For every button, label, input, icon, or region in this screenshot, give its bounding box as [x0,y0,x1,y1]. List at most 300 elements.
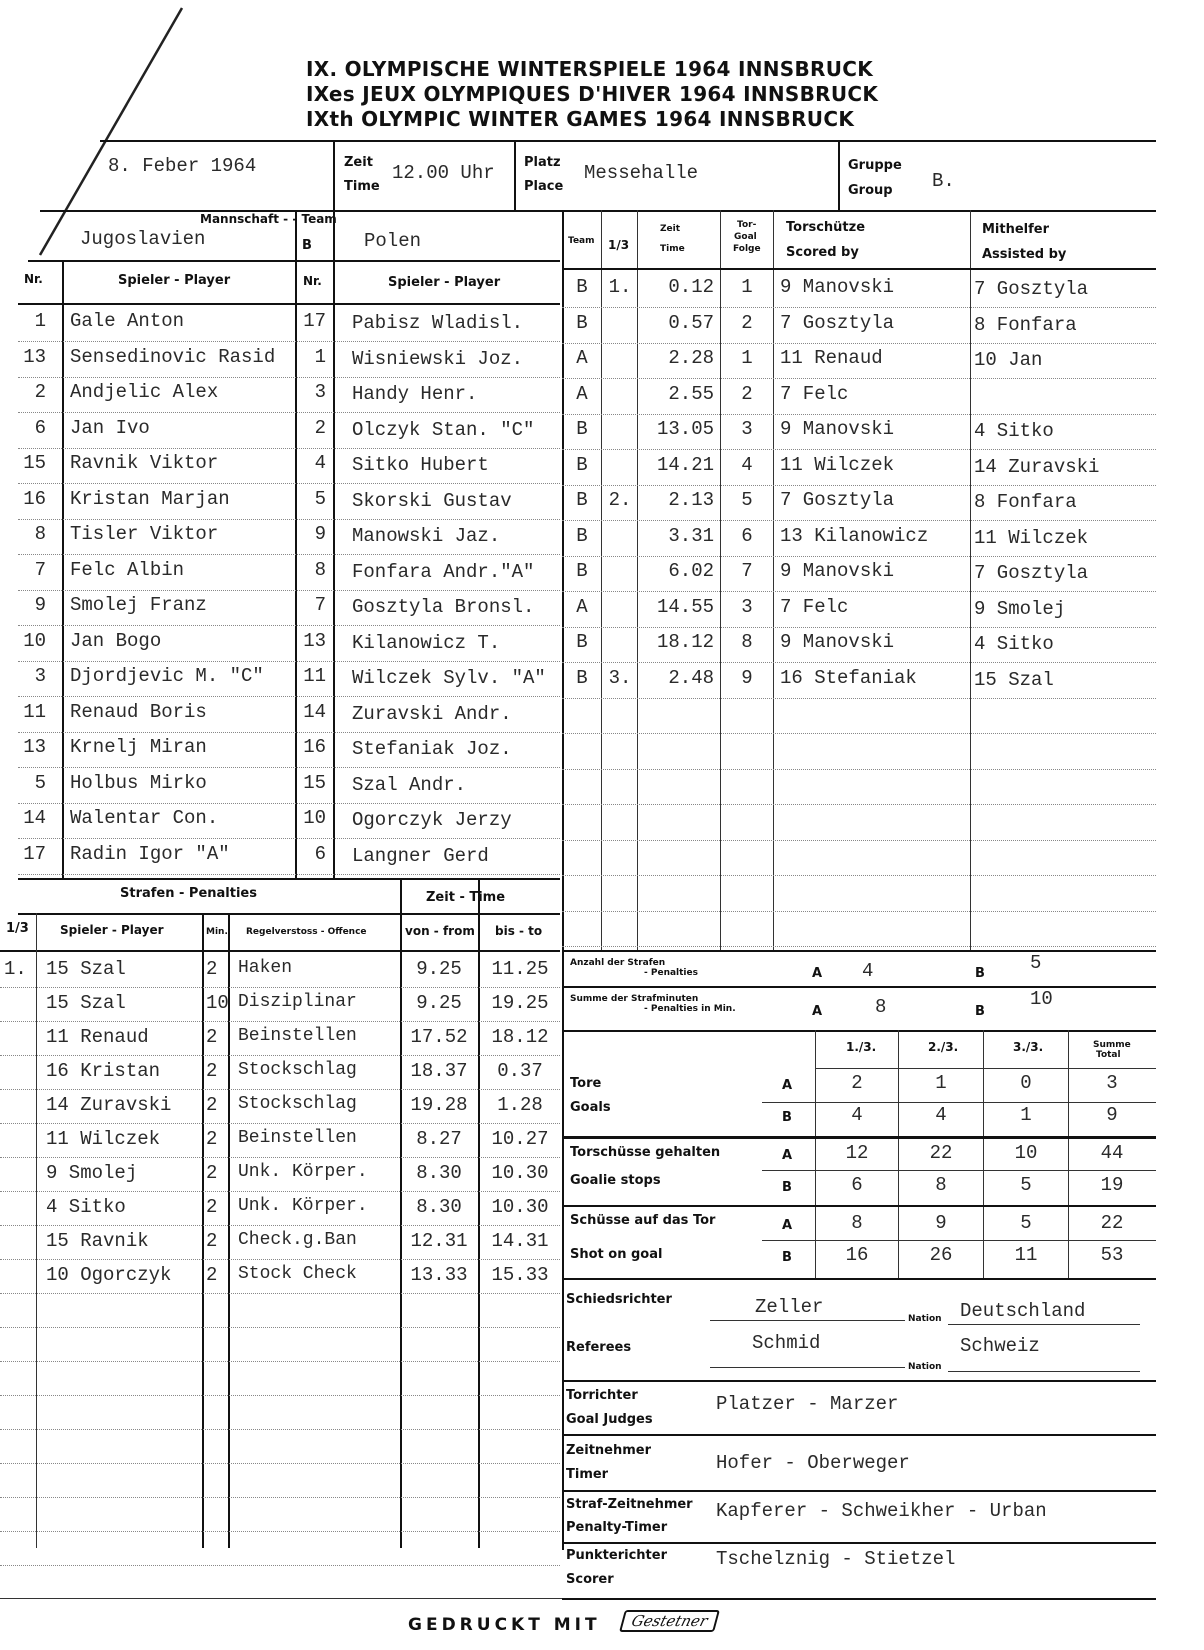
player-a-name: Tisler Viktor [70,523,219,545]
stats-team-letter: B [782,1180,792,1195]
stats-period-3: 10 [1014,1142,1038,1164]
corner-stroke [0,0,200,260]
period3-header: 3./3. [1013,1040,1044,1054]
player-a-name: Felc Albin [70,558,185,581]
scorer-value: Tschelznig - Stietzel [716,1548,956,1570]
player-a-name: Radin Igor "A" [70,842,230,865]
penalty-offence: Beinstellen [238,1026,357,1046]
player-b-name: Sitko Hubert [352,454,489,476]
table-row-rule [0,1157,560,1158]
penalty-from: 17.52 [410,1026,468,1048]
goal-scorer: 16 Stefaniak [780,666,917,689]
player-b-number: 9 [314,523,326,545]
goals-period-header: 1/3 [608,238,630,252]
goals-folge-header: Folge [733,244,761,254]
rule [562,1542,1156,1544]
nation-label-2: Nation [908,1362,942,1372]
player-b-name: Fonfara Andr."A" [352,560,535,583]
player-a-number: 1 [34,310,46,332]
divider [202,913,204,1548]
player-a-number: 13 [23,736,46,758]
goal-team: B [576,311,588,334]
scorer-label: Scorer [566,1572,614,1587]
zeit-label: Zeit [344,155,373,170]
goal-assist: 8 Fonfara [974,313,1077,336]
penalty-from: 9.25 [416,992,462,1014]
goal-sequence: 1 [741,276,753,298]
stats-total: 53 [1100,1244,1124,1266]
penalty-to-header: bis - to [495,924,543,938]
stats-period-2: 8 [935,1174,947,1196]
table-row-rule [0,987,560,988]
count-b-value: 5 [1030,952,1042,974]
player-b-number: 10 [303,807,326,829]
goal-assist: 9 Smolej [974,597,1066,620]
table-row-rule [0,1497,560,1498]
strafzeit-label: Straf-Zeitnehmer [566,1497,693,1512]
referees-label: Referees [566,1340,632,1355]
time-label: Time [344,179,380,194]
penalty-minutes: 10 [206,992,229,1014]
table-row-rule [562,698,1156,699]
penalty-minutes: 2 [206,1196,218,1218]
penalty-to: 0.37 [497,1060,543,1082]
table-row-rule [0,1565,560,1566]
penalty-from: 8.27 [416,1128,462,1150]
table-row-rule [0,1055,560,1056]
stats-total: 9 [1106,1104,1118,1126]
stats-total: 44 [1100,1142,1124,1164]
penalty-offence: Disziplinar [238,992,357,1012]
scorer-en-header: Scored by [786,245,859,260]
torschuesse-label: Torschüsse gehalten [570,1145,721,1160]
goal-sequence: 8 [741,631,753,653]
stats-period-1: 12 [845,1142,869,1164]
player-b-name: Stefaniak Joz. [352,738,512,760]
period2-header: 2./3. [928,1040,959,1054]
gruppe-label: Gruppe [848,158,902,173]
table-row-rule [0,1191,560,1192]
stats-period-1: 8 [851,1212,863,1234]
player-b-name: Szal Andr. [352,773,467,796]
period1-header: 1./3. [846,1040,877,1054]
goal-assist: 10 Jan [974,349,1043,371]
penalty-offence: Stockschlag [238,1094,357,1114]
goal-time: 14.21 [656,453,714,476]
table-row-rule [562,946,1156,947]
player-b-name: Gosztyla Bronsl. [352,596,535,618]
rule [562,1205,1156,1207]
goal-sequence: 2 [741,311,753,334]
goal-time: 0.57 [668,311,714,334]
penalties-label: - Penalties [644,968,698,978]
assist-de-header: Mithelfer [982,222,1050,237]
penalty-minutes: 2 [206,958,218,980]
table-row-rule [18,625,560,626]
player-a-name: Krnelj Miran [70,736,207,758]
goal-time: 14.55 [656,595,714,618]
referee-2: Schmid [752,1332,821,1354]
mannschaft-label: Mannschaft - - Team [200,212,337,226]
assist-en-header: Assisted by [982,247,1067,262]
place-value: Messehalle [584,162,699,184]
anzahl-label: Anzahl der Strafen [570,958,666,968]
penalty-to: 15.33 [491,1264,549,1286]
goal-time: 0.12 [668,276,714,298]
table-row-rule [18,590,560,591]
player-b-name: Langner Gerd [352,844,489,867]
stats-period-2: 22 [929,1142,953,1164]
stats-team-letter: B [782,1110,792,1125]
table-row-rule [0,1395,560,1396]
player-a-number: 5 [34,771,46,794]
divider [333,210,335,880]
table-row-rule [562,343,1156,344]
penalties-min-label: - Penalties in Min. [644,1004,736,1014]
goal-sequence: 4 [741,453,753,476]
rule [562,986,1156,988]
divider [62,260,64,880]
stats-period-1: 2 [851,1072,863,1094]
player-a-name: Andjelic Alex [70,381,219,403]
table-row-rule [0,1361,560,1362]
platz-label: Platz [524,155,561,170]
rule [562,1278,1156,1280]
player-b-number: 5 [314,487,326,510]
goal-judges-label: Goal Judges [566,1412,653,1427]
table-row-rule [18,554,560,555]
penalty-player: 16 Kristan [46,1060,161,1082]
table-row-rule [18,767,560,768]
gestetner-logo: Gestetner [619,1610,720,1632]
goal-sequence: 6 [741,524,753,547]
stats-period-3: 0 [1020,1072,1032,1094]
goal-period: 3. [608,666,632,689]
stats-team-letter: A [782,1218,793,1233]
penalty-minutes: 2 [206,1264,218,1286]
goal-scorer: 7 Felc [780,595,849,618]
table-row-rule [0,1021,560,1022]
table-row-rule [562,733,1156,734]
footer-text: GEDRUCKT MIT [408,1615,601,1635]
table-row-rule [18,732,560,733]
player-a-name: Sensedinovic Rasid [70,345,276,368]
goal-sequence: 5 [741,489,753,511]
player-a-number: 16 [23,487,46,510]
penalty-to: 11.25 [491,958,549,980]
nation-2: Schweiz [960,1335,1040,1357]
rule [948,1371,1140,1372]
goal-team: B [576,453,588,476]
goal-team: A [576,347,588,369]
table-row-rule [562,804,1156,805]
player-a-number: 14 [23,807,46,829]
player-b-name: Kilanowicz T. [352,631,501,654]
player-b-name: Olczyk Stan. "C" [352,418,535,441]
schuesse-label: Schüsse auf das Tor [570,1213,716,1228]
penalty-player: 11 Renaud [46,1026,149,1048]
player-a-number: 11 [23,700,46,723]
table-row-rule [18,661,560,662]
goal-sequence: 3 [741,595,753,618]
goal-scorer: 13 Kilanowicz [780,524,929,547]
rule [18,303,560,305]
table-row-rule [18,377,560,378]
penalty-period-header: 1/3 [6,921,29,936]
goal-scorer: 9 Manovski [780,560,895,582]
goal-sequence: 7 [741,560,753,582]
player-a-name: Gale Anton [70,310,185,332]
goal-sequence: 3 [741,418,753,440]
player-b-number: 3 [314,381,326,403]
goalie-stops-label: Goalie stops [570,1173,661,1188]
penalties-time-title: Zeit - Time [426,890,506,905]
rule [710,1320,905,1321]
divider [36,913,37,1548]
rule [710,1367,905,1368]
goal-judges-value: Platzer - Marzer [716,1393,899,1415]
table-row-rule [0,1463,560,1464]
player-a-name: Djordjevic M. "C" [70,665,264,687]
player-b-name: Skorski Gustav [352,489,512,512]
table-row-rule [18,448,560,449]
table-row-rule [18,838,560,839]
penalty-offence: Haken [238,958,293,978]
player-b-name: Zuravski Andr. [352,702,512,725]
stats-period-2: 9 [935,1212,947,1234]
goals-team-header: Team [568,236,595,246]
stats-total: 22 [1100,1212,1124,1234]
minutes-b-value: 10 [1030,988,1053,1010]
stats-period-2: 26 [929,1244,953,1266]
rule [762,1240,1156,1241]
player-b-number: 16 [303,736,326,758]
stats-period-2: 1 [935,1072,947,1094]
goal-assist: 4 Sitko [974,633,1054,655]
team-b-name: Polen [364,230,422,252]
stats-period-1: 4 [851,1104,863,1126]
table-row-rule [0,1531,560,1532]
player-b-number: 2 [314,416,326,439]
penalty-from: 18.37 [410,1060,468,1082]
table-row-rule [0,1327,560,1328]
stats-period-3: 5 [1020,1212,1032,1234]
player-a-name: Smolej Franz [70,594,207,616]
place-label: Place [524,179,564,194]
penalty-offence: Stock Check [238,1264,357,1284]
table-row-rule [18,341,560,342]
goal-team: B [576,276,588,298]
goal-assist: 11 Wilczek [974,526,1089,549]
divider [400,878,402,1548]
player-a-header: Spieler - Player [118,273,231,288]
penalty-to: 10.30 [491,1162,549,1184]
rule [762,1102,1156,1103]
scorer-de-header: Torschütze [786,220,866,235]
rule [762,1170,1156,1171]
penalty-min-header: Min. [206,927,228,937]
player-b-number: 7 [314,594,326,616]
rule [28,260,560,262]
table-row-rule [562,378,1156,379]
table-row-rule [562,449,1156,450]
penalty-to: 19.25 [491,992,549,1014]
rule [815,1068,1156,1069]
penalty-player-header: Spieler - Player [60,923,164,937]
penalty-minutes: 2 [206,1060,218,1082]
player-b-name: Wisniewski Joz. [352,347,524,370]
goal-team: B [576,418,588,440]
stats-team-letter: B [782,1250,792,1265]
player-b-number: 6 [314,842,326,865]
header-line-1: IX. OLYMPISCHE WINTERSPIELE 1964 INNSBRUCK [306,57,874,81]
player-b-name: Manowski Jaz. [352,525,501,547]
penalty-from: 13.33 [410,1264,468,1286]
goal-time: 2.13 [668,489,714,511]
table-row-rule [562,627,1156,628]
goal-scorer: 7 Felc [780,382,849,405]
player-b-number: 17 [303,310,326,332]
stats-team-letter: A [782,1148,793,1163]
table-row-rule [562,840,1156,841]
group-value: B. [932,170,955,192]
header-line-2: IXes JEUX OLYMPIQUES D'HIVER 1964 INNSBRUCK [306,82,879,106]
penalty-from: 8.30 [416,1196,462,1218]
table-row-rule [18,483,560,484]
date-value: 8. Feber 1964 [108,155,257,177]
goal-time: 2.28 [668,347,714,369]
penalty-player: 15 Szal [46,958,126,980]
player-a-number: 8 [34,523,46,545]
rule [562,1434,1156,1436]
penalty-player: 14 Zuravski [46,1094,172,1116]
player-a-number: 3 [34,665,46,687]
table-row-rule [562,556,1156,557]
goal-sequence: 2 [741,382,753,405]
count-a-value: 4 [862,960,874,982]
stats-period-2: 4 [935,1104,947,1126]
player-a-name: Kristan Marjan [70,487,230,510]
goal-team: B [576,489,588,511]
table-row-rule [0,1293,560,1294]
penalty-to: 14.31 [491,1230,549,1252]
header-line-3: IXth OLYMPIC WINTER GAMES 1964 INNSBRUCK [306,107,855,131]
player-a-number: 13 [23,345,46,368]
total-en-header: Total [1096,1050,1121,1060]
stats-period-3: 1 [1020,1104,1032,1126]
divider [562,210,564,1550]
player-a-number: 7 [34,558,46,581]
stats-period-3: 5 [1020,1174,1032,1196]
penalty-minutes: 2 [206,1026,218,1048]
count-a-letter: A [812,966,823,981]
minutes-a-value: 8 [875,996,887,1018]
summe-label: Summe der Strafminuten [570,994,699,1004]
goal-team: A [576,595,588,618]
player-a-name: Walentar Con. [70,807,219,829]
player-a-number: 2 [34,381,46,403]
table-row-rule [18,696,560,697]
nr-a-header: Nr. [24,272,43,286]
tore-label: Tore [570,1076,602,1091]
timer-value: Hofer - Oberweger [716,1452,910,1474]
rule [948,1324,1140,1325]
stats-total: 3 [1106,1072,1118,1094]
goal-scorer: 11 Renaud [780,347,883,369]
player-b-number: 15 [303,771,326,794]
penalty-to: 10.27 [491,1128,549,1150]
rule [100,140,1156,142]
player-b-number: 4 [314,452,326,474]
player-a-name: Jan Ivo [70,416,150,439]
nation-label-1: Nation [908,1314,942,1324]
table-row-rule [562,485,1156,486]
table-row-rule [18,874,560,875]
goal-time: 2.48 [668,666,714,689]
goal-time: 2.55 [668,382,714,405]
goal-time: 18.12 [656,631,714,653]
penalty-player: 9 Smolej [46,1162,138,1184]
table-row-rule [562,911,1156,912]
table-row-rule [562,769,1156,770]
player-b-number: 8 [314,558,326,581]
player-b-name: Pabisz Wladisl. [352,312,524,334]
goals-label: Goals [570,1100,611,1115]
schiedsrichter-label: Schiedsrichter [566,1292,672,1307]
player-b-name: Ogorczyk Jerzy [352,809,512,831]
goals-zeit-header: Zeit [660,224,681,234]
referee-1: Zeller [755,1296,824,1318]
penalty-player: 11 Wilczek [46,1128,161,1150]
player-b-number: 13 [303,629,326,652]
penalty-minutes: 2 [206,1230,218,1252]
penalty-from-header: von - from [405,924,475,938]
team-b-letter: B [302,238,312,253]
goal-assist: 7 Gosztyla [974,278,1089,300]
table-row-rule [562,307,1156,308]
player-b-number: 14 [303,700,326,723]
table-row-rule [562,414,1156,415]
table-row-rule [562,875,1156,876]
rule [562,1030,1156,1032]
player-a-number: 6 [34,416,46,439]
player-a-number: 9 [34,594,46,616]
stats-period-1: 6 [851,1174,863,1196]
table-row-rule [0,1225,560,1226]
goal-scorer: 7 Gosztyla [780,489,895,511]
rule [562,268,1156,270]
divider [838,140,840,210]
player-b-name: Wilczek Sylv. "A" [352,667,546,689]
goal-team: A [576,382,588,405]
goal-team: B [576,666,588,689]
zeitnehmer-label: Zeitnehmer [566,1443,652,1458]
penalty-offence: Beinstellen [238,1128,357,1148]
minutes-a-letter: A [812,1004,823,1019]
penalty-player: 15 Szal [46,992,126,1014]
count-b-letter: B [975,966,985,981]
penalty-offence: Unk. Körper. [238,1196,368,1216]
penalty-from: 8.30 [416,1162,462,1184]
goal-period: 1. [608,276,632,298]
penalty-minutes: 2 [206,1162,218,1184]
penalty-player: 10 Ogorczyk [46,1264,172,1286]
table-row-rule [0,1123,560,1124]
player-b-number: 1 [314,345,326,368]
rule [0,1598,562,1599]
punktrichter-label: Punkterichter [566,1548,667,1563]
penalty-minutes: 2 [206,1094,218,1116]
